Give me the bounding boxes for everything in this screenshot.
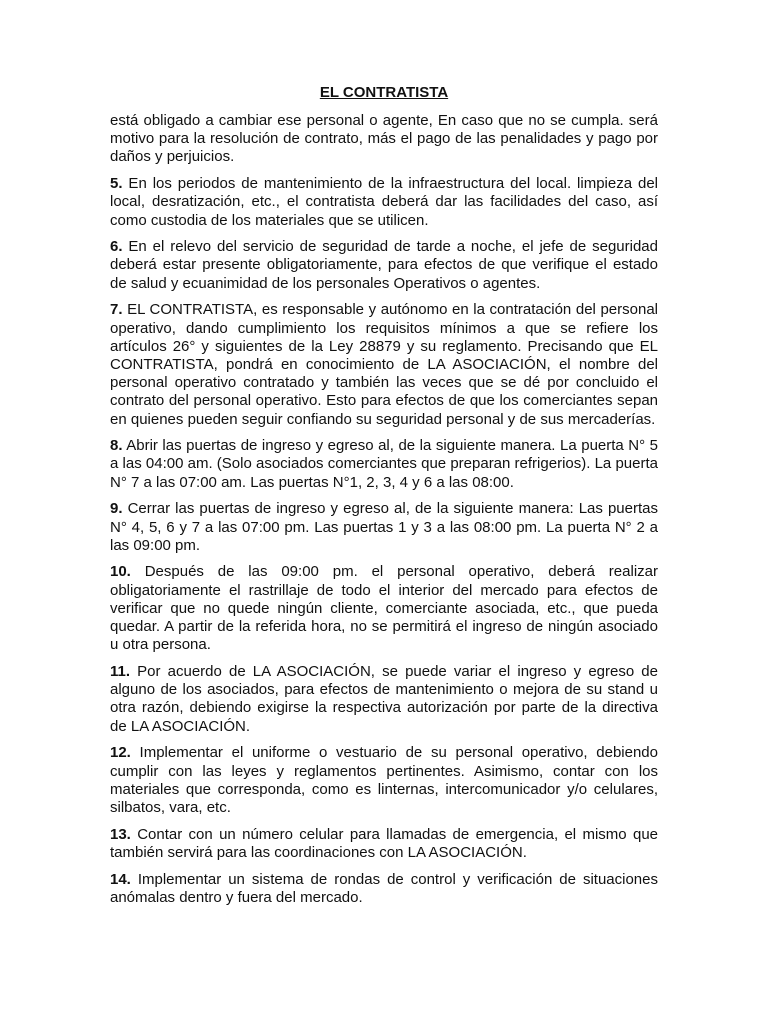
clause-text: EL CONTRATISTA, es responsable y autónomo en la contratación del personal operativo, dando cumplimiento los requisitos mínimos a que se refiere los artículos 26° y siguientes de la Ley 28879 y su reglamento. Precisando que EL CONTRATISTA, pondrá en conocimiento de LA ASOCIACIÓN, el nombre del personal operativo contratado y también las veces que se dé por concluido el contrato del personal operativo. Esto para efectos de que los comerciantes sepan en quienes pueden seguir confiando su seguridad personal y de sus mercaderías. — [110, 301, 658, 428]
clause-number: 9. — [110, 500, 123, 518]
clause-number: 10. — [110, 563, 131, 581]
clause-number: 13. — [110, 825, 131, 843]
clause-text: En el relevo del servicio de seguridad de tarde a noche, el jefe de seguridad deberá estar presente obligatoriamente, para efectos de que verifique el estado de salud y ecuanimidad de los personales Operativos o agentes. — [110, 238, 658, 292]
clause-number: 8. — [110, 437, 123, 455]
document-page — [110, 84, 658, 915]
clause-text: Contar con un número celular para llamadas de emergencia, el mismo que también servirá para las coordinaciones con LA ASOCIACIÓN. — [110, 825, 658, 861]
clause-text: Implementar un sistema de rondas de control y verificación de situaciones anómalas dentro y fuera del mercado. — [110, 870, 658, 906]
clause-11 — [110, 663, 658, 736]
clause-number: 14. — [110, 870, 131, 888]
clause-8 — [110, 437, 658, 492]
clause-text: Por acuerdo de LA ASOCIACIÓN, se puede variar el ingreso y egreso de alguno de los asociados, para efectos de mantenimiento o mejora de su stand u otra razón, debiendo exigirse la respectiva autorización por parte de la directiva de LA ASOCIACIÓN. — [110, 662, 658, 735]
clause-9 — [110, 500, 658, 555]
clause-13 — [110, 826, 658, 862]
clause-number: 7. — [110, 301, 123, 319]
clause-12 — [110, 744, 658, 817]
clause-number: 6. — [110, 238, 123, 256]
clause-number: 12. — [110, 744, 131, 762]
document-title: EL CONTRATISTA — [319, 84, 449, 101]
clause-text: En los periodos de mantenimiento de la infraestructura del local. limpieza del local, desratización, etc., el contratista deberá dar las facilidades del caso, así como custodia de los materiales que se utilicen. — [110, 175, 658, 229]
clause-text: Después de las 09:00 pm. el personal operativo, deberá realizar obligatoriamente el rastrillaje de todo el interior del mercado para efectos de verificar que no quede ningún cliente, comerciante asociada, etc., que pueda quedar. A partir de la referida hora, no se permitirá el ingreso de ningún asociado u otra persona. — [110, 563, 658, 654]
clause-10 — [110, 563, 658, 654]
clause-text: Abrir las puertas de ingreso y egreso al, de la siguiente manera. La puerta N° 5 a las 04:00 am. (Solo asociados comerciantes que preparan refrigerios). La puerta N° 7 a las 07:00 am. Las puertas N°1, 2, 3, 4 y 6 a las 08:00. — [110, 437, 658, 491]
intro-paragraph: está obligado a cambiar ese personal o agente, En caso que no se cumpla. será motivo para la resolución de contrato, más el pago de las penalidades y pago por daños y perjuicios. — [110, 112, 658, 166]
clause-7 — [110, 301, 658, 428]
clause-number: 5. — [110, 175, 123, 193]
clause-text: Cerrar las puertas de ingreso y egreso al, de la siguiente manera: Las puertas N° 4, 5, 6 y 7 a las 07:00 pm. Las puertas 1 y 3 a las 08:00 pm. La puerta N° 2 a las 09:00 pm. — [110, 500, 658, 554]
clause-6 — [110, 238, 658, 293]
clause-14 — [110, 871, 658, 907]
clause-5 — [110, 175, 658, 230]
clause-number: 11. — [110, 662, 131, 680]
clause-text: Implementar el uniforme o vestuario de su personal operativo, debiendo cumplir con las leyes y reglamentos pertinentes. Asimismo, contar con los materiales que corresponda, como es linternas, intercomunicador y/o celulares, silbatos, vara, etc. — [110, 744, 658, 816]
